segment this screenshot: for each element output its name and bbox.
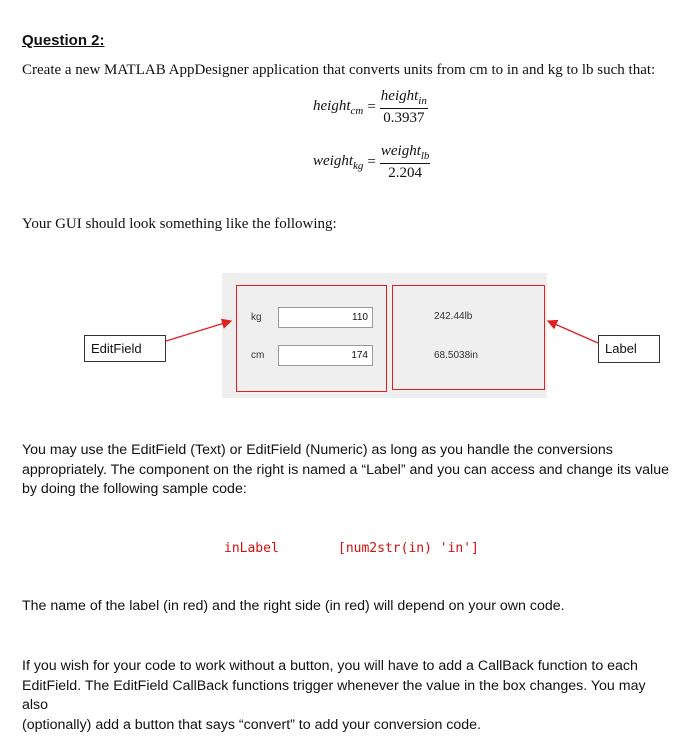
weight-denominator: 2.204	[388, 165, 423, 181]
cm-edit-field[interactable]: 174	[278, 345, 373, 366]
height-lhs-base: height	[313, 98, 351, 114]
height-denominator: 0.3937	[383, 110, 425, 126]
gui-intro-text: Your GUI should look something like the following:	[22, 216, 337, 232]
lb-output-label: 242.44lb	[434, 311, 473, 322]
height-num-base: height	[380, 88, 419, 104]
height-num-sub: in	[418, 95, 427, 107]
paragraph-red-note: The name of the label (in red) and the right side (in red) will depend on your own code.	[22, 598, 565, 614]
paragraph-label-usage	[22, 441, 672, 500]
label-callout: Label	[598, 335, 660, 363]
weight-lhs-sub: kg	[353, 160, 364, 172]
editfield-callout: EditField	[84, 335, 166, 362]
unit-label-cm: cm	[251, 350, 265, 361]
code-left-label: inLabel	[224, 541, 279, 556]
p3-line-2: EditField. The EditField CallBack functions trigger whenever the value in the box changes. You may also	[22, 677, 646, 713]
kg-edit-field[interactable]: 110	[278, 307, 373, 328]
height-lhs-sub: cm	[350, 105, 364, 117]
label-arrow	[548, 321, 598, 343]
p1-line-1: You may use the EditField (Text) or EditField (Numeric) as long as you handle the conversions	[22, 442, 613, 458]
in-output-label: 68.5038in	[434, 350, 478, 361]
unit-label-kg: kg	[251, 312, 262, 323]
editfield-arrow	[166, 321, 231, 341]
code-right-expression: [num2str(in) 'in']	[338, 541, 479, 556]
weight-num-base: weight	[380, 143, 421, 159]
p1-line-3: by doing the following sample code:	[22, 481, 247, 497]
p3-line-1: If you wish for your code to work without a button, you will have to add a CallBack function to each	[22, 658, 638, 674]
weight-lhs-base: weight	[313, 153, 353, 169]
height-equals: =	[367, 99, 376, 115]
weight-equals: =	[367, 154, 376, 170]
p1-line-2: appropriately. The component on the right is named a “Label” and you can access and change its value	[22, 461, 669, 478]
intro-text: Create a new MATLAB AppDesigner application that converts units from cm to in and kg to lb such that:	[22, 62, 656, 78]
paragraph-callback	[22, 657, 672, 735]
weight-num-sub: lb	[420, 150, 430, 162]
question-title: Question 2:	[22, 32, 105, 49]
p3-line-3: (optionally) add a button that says “convert” to add your conversion code.	[22, 716, 481, 733]
